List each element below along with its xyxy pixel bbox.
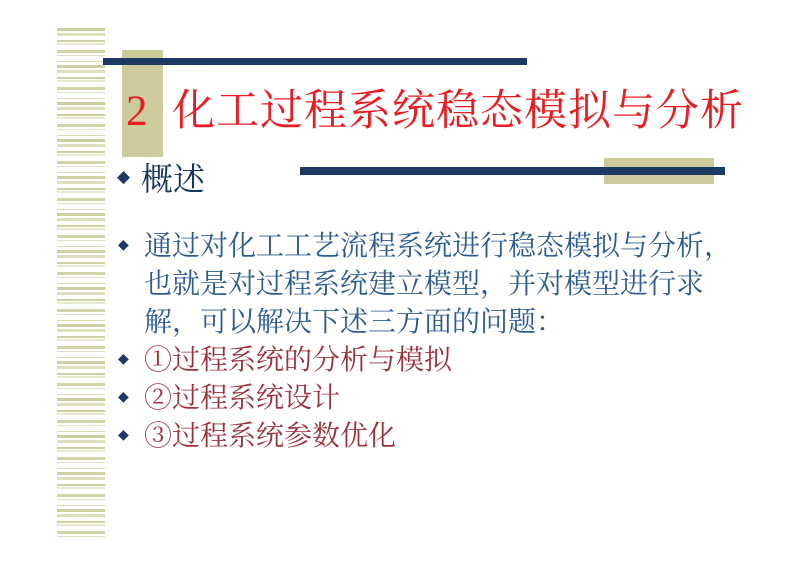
diamond-bullet-icon: ◆ <box>117 167 131 187</box>
list-item-text-line: ①过程系统的分析与模拟 <box>144 345 453 376</box>
diamond-bullet-icon: ◆ <box>118 427 129 443</box>
list-item-text-line: ②过程系统设计 <box>144 383 341 414</box>
heading-rule-line <box>300 167 725 175</box>
diamond-bullet-icon: ◆ <box>118 351 129 367</box>
list-item-text-line: ③过程系统参数优化 <box>144 421 397 452</box>
bullet-list <box>117 228 733 456</box>
list-item-text-line: 也就是对过程系统建立模型，并对模型进行求 <box>144 269 705 300</box>
list-item <box>117 418 725 456</box>
list-item <box>117 228 733 342</box>
section-heading: 概述 <box>141 161 206 197</box>
diamond-bullet-icon: ◆ <box>118 389 129 405</box>
slide-title: 2 化工过程系统稳态模拟与分析 <box>126 88 744 135</box>
left-stripe-decoration <box>57 28 105 538</box>
list-item <box>117 342 725 380</box>
title-rule-line <box>103 58 527 65</box>
list-item-text-line: 解，可以解决下述三方面的问题： <box>144 307 565 338</box>
list-item <box>117 380 725 418</box>
diamond-bullet-icon: ◆ <box>118 237 129 253</box>
list-item-text-line: 通过对化工工艺流程系统进行稳态模拟与分析， <box>144 231 733 262</box>
